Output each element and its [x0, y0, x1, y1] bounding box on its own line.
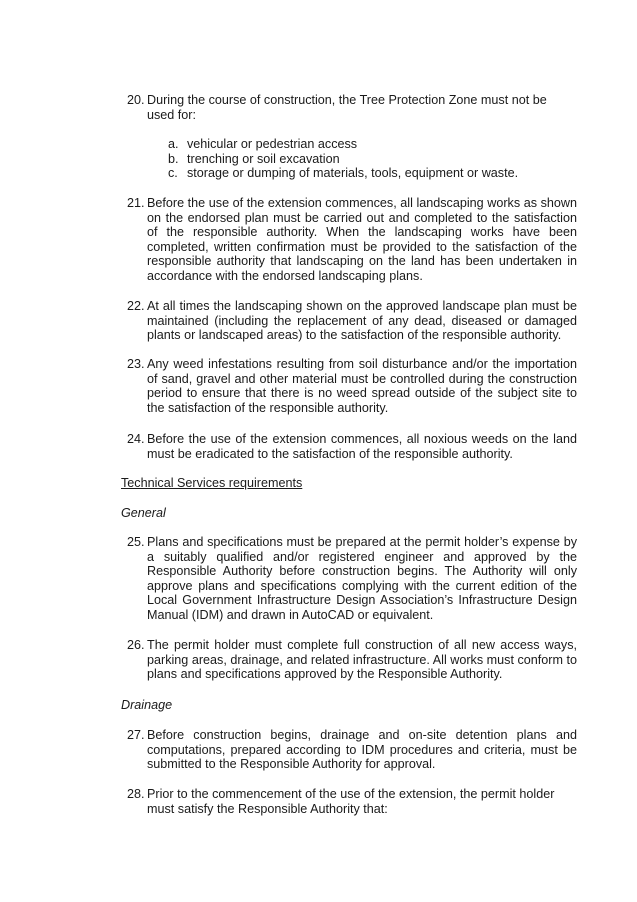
subsection-heading-general: General — [121, 506, 166, 520]
condition-24 — [127, 432, 577, 461]
condition-26 — [127, 638, 577, 682]
condition-text: Plans and specifications must be prepared at the permit holder’s expense by a suitably qualified and/or registered engineer and approved by the Responsible Authority before construction begins. The Authority will only approve plans and specifications complying with the current edition of the Local Government Infrastructure Design Association’s Infrastructure Design Manual (IDM) and drawn in AutoCAD or equivalent. — [147, 535, 577, 622]
sub-item-a — [168, 137, 568, 152]
condition-number: 28. — [127, 787, 145, 801]
sub-item-text: trenching or soil excavation — [187, 152, 340, 166]
condition-number: 23. — [127, 357, 145, 371]
condition-text: Any weed infestations resulting from soil disturbance and/or the importation of sand, gravel and other material must be controlled during the construction period to ensure that there is no weed spread outside of the subject site to the satisfaction of the responsible authority. — [147, 357, 577, 415]
condition-number: 26. — [127, 638, 145, 652]
condition-text: The permit holder must complete full construction of all new access ways, parking areas, drainage, and related infrastructure. All works must conform to plans and specifications approved by the Responsible Authority. — [147, 638, 577, 682]
condition-number: 20. — [127, 93, 145, 107]
condition-number: 27. — [127, 728, 145, 742]
condition-28 — [127, 787, 577, 816]
condition-number: 24. — [127, 432, 145, 446]
condition-text: During the course of construction, the Tree Protection Zone must not be used for: — [147, 93, 547, 122]
sub-item-label: b. — [168, 152, 179, 166]
condition-20 — [127, 93, 577, 122]
condition-number: 21. — [127, 196, 145, 210]
section-heading: Technical Services requirements — [121, 476, 303, 490]
condition-22 — [127, 299, 577, 343]
condition-27 — [127, 728, 577, 772]
condition-text: Prior to the commencement of the use of the extension, the permit holder must satisfy the Responsible Authority that: — [147, 787, 555, 816]
sub-item-text: vehicular or pedestrian access — [187, 137, 358, 151]
sub-item-label: c. — [168, 166, 178, 180]
sub-item-label: a. — [168, 137, 179, 151]
condition-number: 25. — [127, 535, 145, 549]
sub-item-b — [168, 152, 568, 167]
condition-23 — [127, 357, 577, 415]
sub-item-c — [168, 166, 568, 181]
condition-text: Before construction begins, drainage and on-site detention plans and computations, prepared according to IDM procedures and criteria, must be submitted to the Responsible Authority for approval. — [147, 728, 577, 772]
subsection-heading-drainage: Drainage — [121, 698, 173, 712]
sub-item-text: storage or dumping of materials, tools, equipment or waste. — [187, 166, 519, 180]
condition-text: At all times the landscaping shown on the approved landscape plan must be maintained (including the replacement of any dead, diseased or damaged plants or landscaped areas) to the satisfaction of the responsible authority. — [147, 299, 577, 343]
condition-text: Before the use of the extension commences, all landscaping works as shown on the endorsed plan must be carried out and completed to the satisfaction of the responsible authority. When the landscaping works have been completed, written confirmation must be provided to the satisfaction of the responsible authority that landscaping on the land has been undertaken in accordance with the endorsed landscaping plans. — [147, 196, 577, 283]
condition-21 — [127, 196, 577, 284]
condition-text: Before the use of the extension commences, all noxious weeds on the land must be eradicated to the satisfaction of the responsible authority. — [147, 432, 577, 461]
condition-number: 22. — [127, 299, 145, 313]
condition-25 — [127, 535, 577, 623]
